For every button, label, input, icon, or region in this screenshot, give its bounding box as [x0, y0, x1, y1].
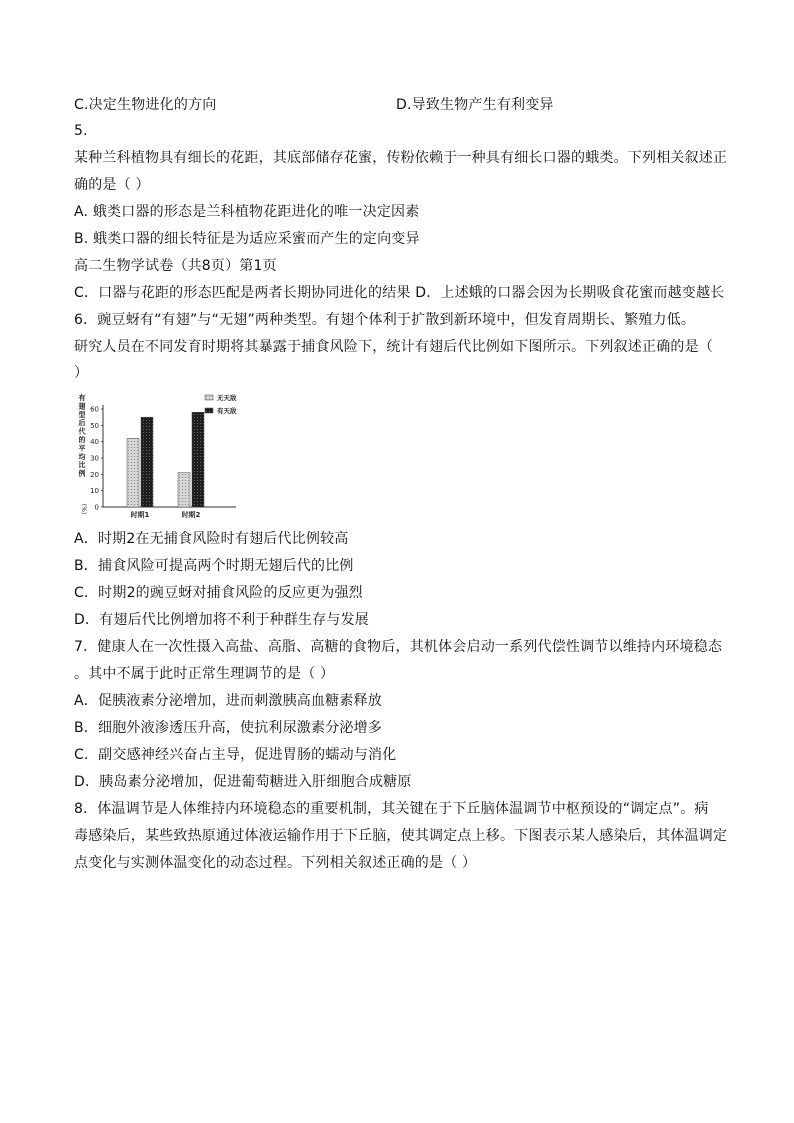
q8-stem-line2: 毒感染后，某些致热原通过体液运输作用于下丘脑，使其调定点上移。下图表示某人感染后，其体温调定 — [74, 828, 728, 844]
chart-y-tick-label: 20 — [90, 470, 99, 479]
q5-option-a: A. 蛾类口器的形态是兰科植物花距进化的唯一决定因素 — [74, 204, 420, 220]
chart-y-tick-label: 30 — [90, 454, 99, 463]
chart-ylabel-char: 后 — [78, 419, 86, 428]
q7-option-b: B．细胞外液渗透压升高，使抗利尿激素分泌增多 — [74, 720, 383, 736]
chart-ylabel-char: 型 — [78, 410, 86, 419]
chart-bar-no-predator — [178, 473, 190, 507]
q6-option-a: A．时期2在无捕食风险时有翅后代比例较高 — [74, 531, 349, 547]
q6-stem-line3: ） — [74, 365, 89, 381]
chart-legend-swatch — [205, 408, 213, 413]
chart-ylabel-unit: (%) — [80, 503, 87, 515]
q4-option-d: D.导致生物产生有利变异 — [396, 97, 554, 113]
q8-stem-line3: 点变化与实测体温变化的动态过程。下列相关叙述正确的是（ ） — [74, 855, 477, 871]
chart-ylabel-char: 翅 — [78, 402, 86, 411]
q5-option-b: B. 蛾类口器的细长特征是为适应采蜜而产生的定向变异 — [74, 231, 420, 247]
chart-x-tick-label: 时期2 — [181, 511, 201, 519]
chart-y-tick-label: 0 — [94, 503, 99, 512]
q7-option-d: D．胰岛素分泌增加，促进葡萄糖进入肝细胞合成糖原 — [74, 774, 412, 790]
q6-stem-line1: 6．豌豆蚜有“有翅”与“无翅”两种类型。有翅个体利于扩散到新环境中，但发育周期长、繁殖力低。 — [74, 312, 696, 328]
page-footer: 高二生物学试卷（共8页）第1页 — [74, 258, 277, 274]
chart-y-tick-label: 60 — [90, 405, 99, 414]
chart-y-tick-label: 10 — [90, 487, 99, 496]
chart-ylabel-char: 的 — [78, 436, 86, 444]
q5-option-cd: C．口器与花距的形态匹配是两者长期协同进化的结果 D．上述蛾的口器会因为长期吸食花蜜而越变越长 — [74, 285, 725, 301]
chart-bar-predator — [141, 417, 153, 507]
q7-stem-line2: 。其中不属于此时正常生理调节的是（ ） — [74, 666, 335, 682]
q8-stem-line1: 8．体温调节是人体维持内环境稳态的重要机制，其关键在于下丘脑体温调节中枢预设的“调定点”。病 — [74, 801, 709, 817]
chart-ylabel-char: 比 — [78, 461, 86, 470]
q7-stem-line1: 7．健康人在一次性摄入高盐、高脂、高糖的食物后，其机体会启动一系列代偿性调节以维持内环境稳态 — [74, 639, 723, 655]
q7-option-a: A．促胰液素分泌增加，进而刺激胰高血糖素释放 — [74, 693, 382, 709]
chart-x-tick-label: 时期1 — [130, 511, 150, 519]
chart-y-tick-label: 50 — [90, 421, 99, 430]
q5-stem-line2: 确的是（ ） — [74, 177, 150, 193]
chart-ylabel-char: 有 — [78, 394, 86, 402]
q4-option-c: C.决定生物进化的方向 — [74, 97, 217, 113]
q7-option-c: C．副交感神经兴奋占主导，促进胃肠的蠕动与消化 — [74, 747, 397, 763]
q6-option-b: B．捕食风险可提高两个时期无翅后代的比例 — [74, 558, 354, 574]
chart-ylabel-char: 平 — [78, 444, 86, 453]
chart-legend-swatch — [205, 395, 213, 400]
q6-option-c: C．时期2的豌豆蚜对捕食风险的反应更为强烈 — [74, 585, 363, 601]
winged-offspring-bar-chart — [74, 393, 244, 523]
chart-bar-no-predator — [127, 438, 139, 507]
chart-legend-label: 无天敌 — [217, 394, 237, 402]
chart-ylabel-char: 均 — [78, 452, 86, 461]
chart-legend-label: 有天敌 — [217, 407, 237, 415]
chart-ylabel-char: 例 — [78, 469, 86, 478]
chart-y-tick-label: 40 — [90, 438, 99, 447]
chart-ylabel-char: 代 — [78, 427, 86, 436]
q5-number: 5. — [74, 123, 88, 139]
q6-stem-line2: 研究人员在不同发育时期将其暴露于捕食风险下，统计有翅后代比例如下图所示。下列叙述正确的是（ — [74, 339, 713, 355]
q6-option-d: D．有翅后代比例增加将不利于种群生存与发展 — [74, 612, 369, 628]
chart-bar-predator — [192, 412, 204, 507]
q5-stem-line1: 某种兰科植物具有细长的花距，其底部储存花蜜，传粉依赖于一种具有细长口器的蛾类。下列相关叙述正 — [74, 150, 728, 166]
